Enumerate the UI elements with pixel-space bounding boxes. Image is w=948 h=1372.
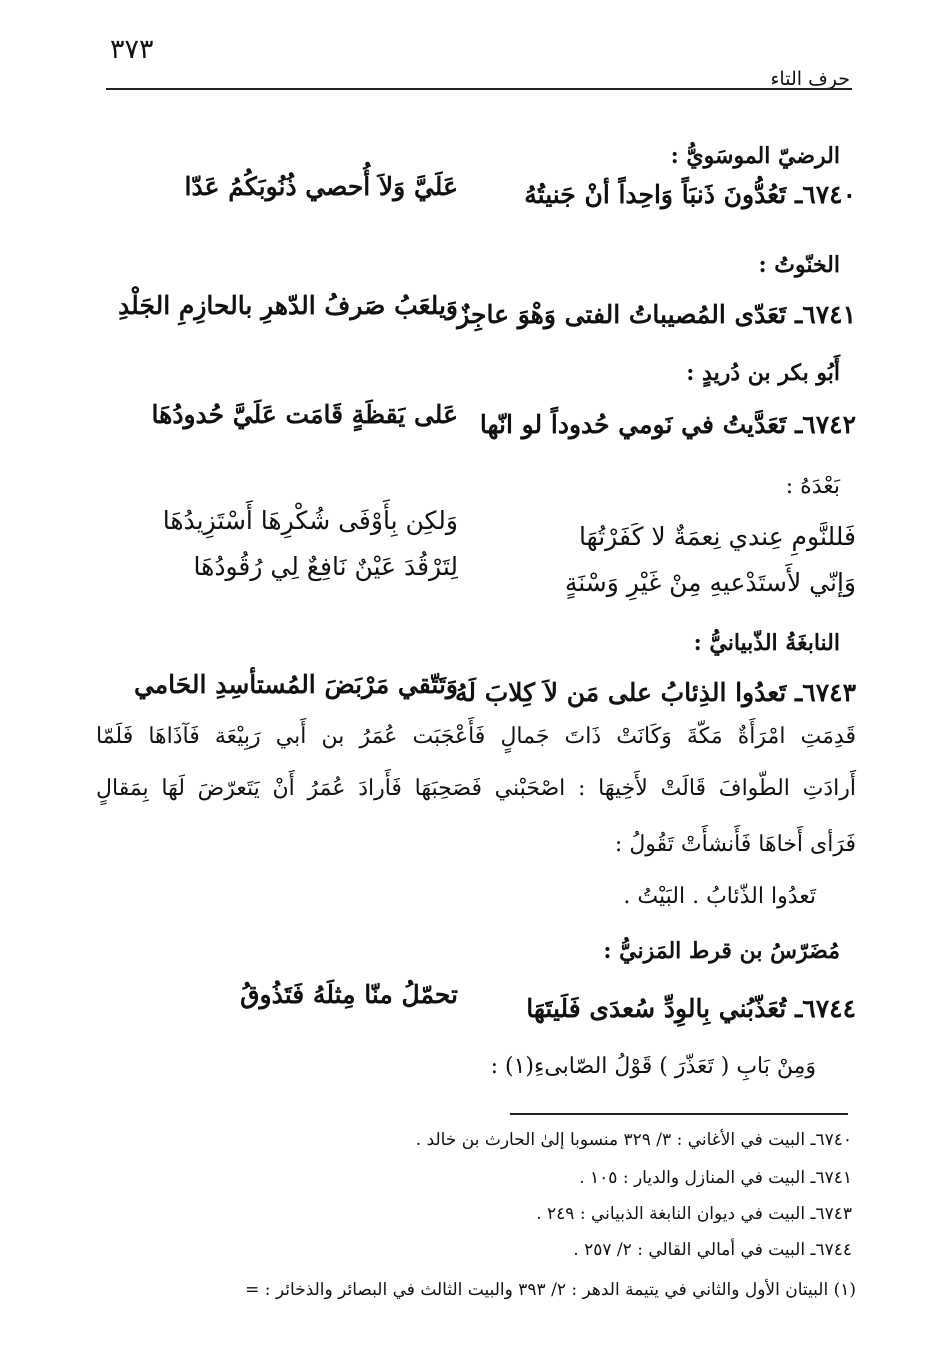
verse-hemistich-first: وَإنّي لأَستَدْعيهِ مِنْ غَيْرِ وَسْنَةٍ xyxy=(564,568,856,597)
running-title: حرف التاء xyxy=(770,68,850,90)
poet-name: أَبُو بكر بن دُريدٍ : xyxy=(686,360,840,386)
footnote: ٦٧٤٣ـ البيت في ديوان النابغة الذبياني : ٢٤٩ . xyxy=(536,1204,852,1224)
verse-hemistich-first: ٦٧٤٤ـ تُعَذّبُني بِالوِدِّ سُعدَى فَلَيتَهَا xyxy=(526,994,856,1023)
verse-hemistich-second: وَلكِن بِأَوْفَى شُكْرِهَا أَسْتَزِيدُهَا xyxy=(162,506,458,535)
verse-hemistich-first: فَللنَّومِ عِندي نِعمَةٌ لا كَفَرْتُهَا xyxy=(579,522,856,551)
poet-name: مُضَرّسُ بن قرط المَزنيُّ : xyxy=(603,938,840,964)
verse-hemistich-second: عَلى يَقظَةٍ قَامَت عَلَيَّ حُدودُهَا xyxy=(151,400,458,429)
header-rule xyxy=(106,88,852,90)
poet-name: الرضيّ الموسَويُّ : xyxy=(670,143,840,169)
verse-hemistich-second: وَتَتّقي مَرْبَضَ المُستأسِدِ الحَامي xyxy=(133,670,458,699)
verse-hemistich-first: ٦٧٤٢ـ تَعَدَّيتُ في نَومي حُدوداً لو انّها xyxy=(479,410,856,439)
page-number: ٣٧٣ xyxy=(110,34,154,65)
footnote-rule xyxy=(510,1113,848,1115)
footnote: ٦٧٤٠ـ البيت في الأغاني : ٣/ ٣٢٩ منسوبا إلىٰ الحارث بن خالد . xyxy=(415,1130,852,1150)
verse-hemistich-first: ٦٧٤١ـ تَعَدّى المُصيباتُ الفتى وَهْوَ عاجِزٌ xyxy=(457,300,856,329)
footnote: ٦٧٤١ـ البيت في المنازل والديار : ١٠٥ . xyxy=(579,1168,852,1188)
closing-line: وَمِنْ بَابِ ( تَعَذّرَ ) قَوْلُ الصّابىءِ(١) : xyxy=(490,1054,816,1079)
verse-hemistich-second: عَلَيَّ وَلاَ أُحصي ذُنُوبَكُمُ عَدّا xyxy=(184,172,458,201)
footnote: (١) البيتان الأول والثاني في يتيمة الدهر : ٢/ ٣٩٣ والبيت الثالث في البصائر والذخائر : = xyxy=(245,1280,856,1300)
verse-hemistich-first: ٦٧٤٣ـ تَعدُوا الذِئابُ على مَن لاَ كِلابَ لَهُ xyxy=(454,678,856,707)
poet-name: بَعْدَهُ : xyxy=(785,474,840,499)
prose-line: أَرادَتِ الطّوافَ قَالَتْ لأَخِيهَا : اصْحَبْني فَصَحِبَهَا فَأَرادَ عُمَرُ أَنْ يَتَعرّضَ لَهَا بِمَقالٍ xyxy=(96,776,856,801)
footnote: ٦٧٤٤ـ البيت في أمالي القالي : ٢/ ٢٥٧ . xyxy=(573,1240,852,1260)
verse-hemistich-second: وَيلعَبُ صَرفُ الدّهرِ بالحازِمِ الجَلْدِ xyxy=(118,291,458,320)
verse-hemistich-second: تحمّلُ منّا مِثلَهُ فَتَذُوقُ xyxy=(240,980,458,1009)
prose-line: فَرَأى أَخاهَا فَأَنشأَتْ تَقُولُ : xyxy=(614,832,856,857)
verse-hemistich-second: لِتَرْقُدَ عَيْنٌ نَافِعٌ لِي رُقُودُهَا xyxy=(193,552,458,581)
verse-hemistich-first: ٦٧٤٠ـ تَعُدُّونَ ذَنبَاً وَاحِداً أنْ جَنيتُهُ xyxy=(524,180,856,209)
prose-line: قَدِمَتِ امْرَأَةٌ مَكّةَ وَكَانَتْ ذَاتَ جَمالٍ فَأَعْجَبَت عُمَرُ بن أَبي رَبِيْعَة فَآذَاهَا فَلَمّا xyxy=(96,724,856,749)
quoted-verse: تَعدُوا الذّئابُ . البَيْتُ . xyxy=(623,884,816,909)
poet-name: الخنّوتُ : xyxy=(758,252,840,278)
poet-name: النابغَةُ الذّبيانيُّ : xyxy=(693,630,840,656)
